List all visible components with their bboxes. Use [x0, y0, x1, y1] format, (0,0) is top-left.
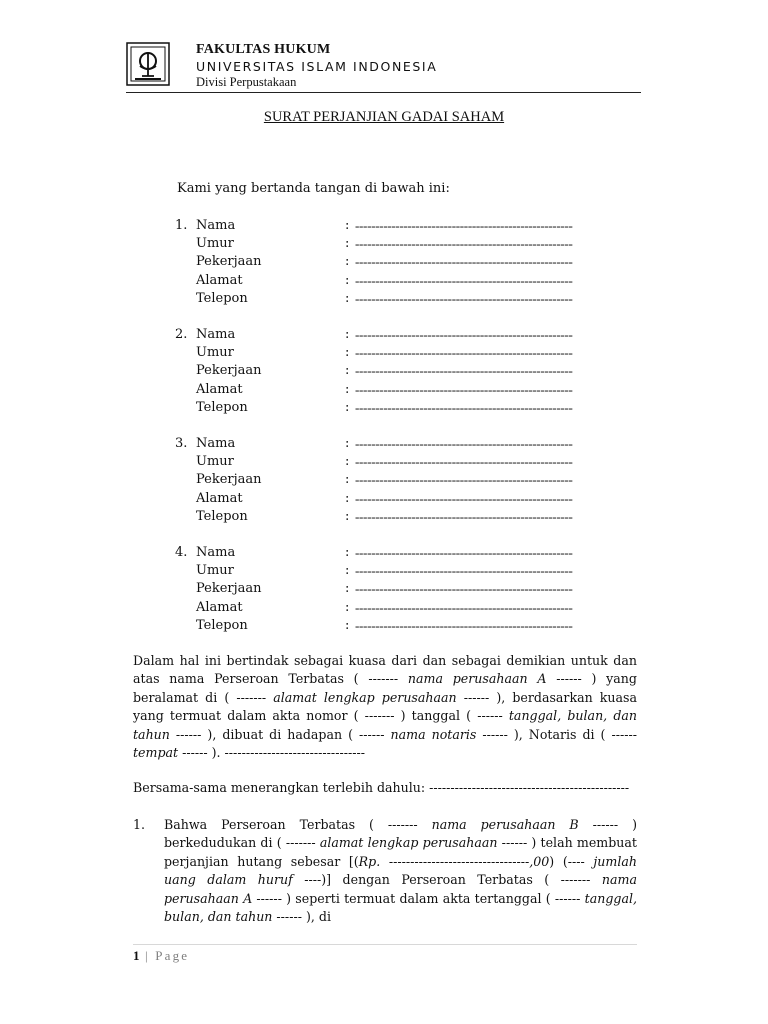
field-blank: ------------------------------------------------------ — [355, 508, 573, 524]
field-label: Pekerjaan — [196, 581, 262, 597]
field-label: Umur — [196, 563, 234, 579]
field-label: Nama — [196, 327, 236, 342]
recital-text: Bahwa Perseroan Terbatas ( ------- nama perusahaan B ------ ) berkedudukan di ( ------- alamat lengkap perusahaan ------ ) telah membuat perjanjian hutang sebesar [(Rp. ---------------------------------,00) (---- jumlah uang dalam huruf ----)] dengan Perseroan Terbatas ( ------- nama perusahaan A ------ ) seperti termuat dalam akta tertanggal ( ------ tanggal, bulan, dan tahun ------ ), di — [164, 817, 638, 925]
field-label: Telepon — [196, 399, 248, 415]
field-label: Alamat — [196, 272, 243, 288]
party-number: 4. — [175, 545, 188, 560]
faculty-name: FAKULTAS HUKUM — [196, 42, 331, 57]
field-blank: ------------------------------------------------------ — [355, 218, 573, 233]
field-label: Umur — [196, 454, 234, 470]
field-colon: : — [345, 272, 350, 288]
field-blank: ------------------------------------------------------ — [355, 236, 573, 252]
field-colon: : — [345, 454, 350, 470]
field-colon: : — [345, 599, 350, 615]
field-blank: ------------------------------------------------------ — [355, 472, 573, 488]
party-number: 1. — [175, 218, 188, 233]
field-blank: ------------------------------------------------------ — [355, 345, 573, 361]
field-colon: : — [345, 617, 350, 633]
document-title: SURAT PERJANJIAN GADAI SAHAM — [263, 109, 505, 125]
field-colon: : — [345, 472, 350, 488]
field-colon: : — [345, 345, 350, 361]
footer-rule — [133, 944, 637, 945]
field-colon: : — [345, 545, 350, 560]
field-colon: : — [345, 490, 350, 506]
field-colon: : — [345, 254, 350, 270]
field-label: Alamat — [196, 490, 243, 506]
page-number: 1 | Page — [133, 948, 190, 963]
field-label: Telepon — [196, 617, 248, 633]
field-blank: ------------------------------------------------------ — [355, 254, 573, 270]
field-colon: : — [345, 508, 350, 524]
recital-item-1 — [133, 816, 637, 926]
field-blank: ------------------------------------------------------ — [355, 617, 573, 633]
field-colon: : — [345, 436, 350, 451]
letterhead — [126, 40, 641, 93]
field-label: Nama — [196, 436, 236, 451]
field-label: Pekerjaan — [196, 363, 262, 379]
field-colon: : — [345, 563, 350, 579]
representation-paragraph: Dalam hal ini bertindak sebagai kuasa dari dan sebagai demikian untuk dan atas nama Perseroan Terbatas ( ------- nama perusahaan A ------ ) yang beralamat di ( ------- alamat lengkap perusahaan ------ ), berdasarkan kuasa yang termuat dalam akta nomor ( ------- ) tanggal ( ------ tanggal, bulan, dan tahun ------ ), dibuat di hadapan ( ------ nama notaris ------ ), Notaris di ( ------ tempat ------ ). --------------------------------- — [133, 653, 637, 761]
field-blank: ------------------------------------------------------ — [355, 327, 573, 342]
field-blank: ------------------------------------------------------ — [355, 272, 573, 288]
recital-number: 1. — [133, 817, 146, 832]
field-blank: ------------------------------------------------------ — [355, 436, 573, 451]
field-label: Nama — [196, 545, 236, 560]
university-name: UNIVERSITAS ISLAM INDONESIA — [196, 59, 438, 74]
field-blank: ------------------------------------------------------ — [355, 363, 573, 379]
party-number: 2. — [175, 327, 188, 342]
field-blank: ------------------------------------------------------ — [355, 545, 573, 560]
field-label: Alamat — [196, 599, 243, 615]
intro-text: Kami yang bertanda tangan di bawah ini: — [177, 181, 450, 196]
field-colon: : — [345, 290, 350, 306]
field-colon: : — [345, 363, 350, 379]
field-blank: ------------------------------------------------------ — [355, 399, 573, 415]
preamble-paragraph: Bersama-sama menerangkan terlebih dahulu: ----------------------------------------------- — [133, 780, 630, 795]
field-label: Telepon — [196, 508, 248, 524]
field-colon: : — [345, 327, 350, 342]
field-label: Telepon — [196, 290, 248, 306]
field-label: Umur — [196, 236, 234, 252]
field-blank: ------------------------------------------------------ — [355, 290, 573, 306]
field-blank: ------------------------------------------------------ — [355, 599, 573, 615]
field-label: Nama — [196, 218, 236, 233]
field-blank: ------------------------------------------------------ — [355, 490, 573, 506]
field-blank: ------------------------------------------------------ — [355, 581, 573, 597]
field-label: Alamat — [196, 381, 243, 397]
field-blank: ------------------------------------------------------ — [355, 454, 573, 470]
field-colon: : — [345, 218, 350, 233]
party-number: 3. — [175, 436, 188, 451]
field-colon: : — [345, 581, 350, 597]
division-name: Divisi Perpustakaan — [196, 75, 297, 89]
field-label: Pekerjaan — [196, 472, 262, 488]
field-blank: ------------------------------------------------------ — [355, 563, 573, 579]
field-colon: : — [345, 236, 350, 252]
field-colon: : — [345, 399, 350, 415]
field-blank: ------------------------------------------------------ — [355, 381, 573, 397]
field-colon: : — [345, 381, 350, 397]
field-label: Pekerjaan — [196, 254, 262, 270]
university-seal-icon — [126, 42, 170, 86]
field-label: Umur — [196, 345, 234, 361]
